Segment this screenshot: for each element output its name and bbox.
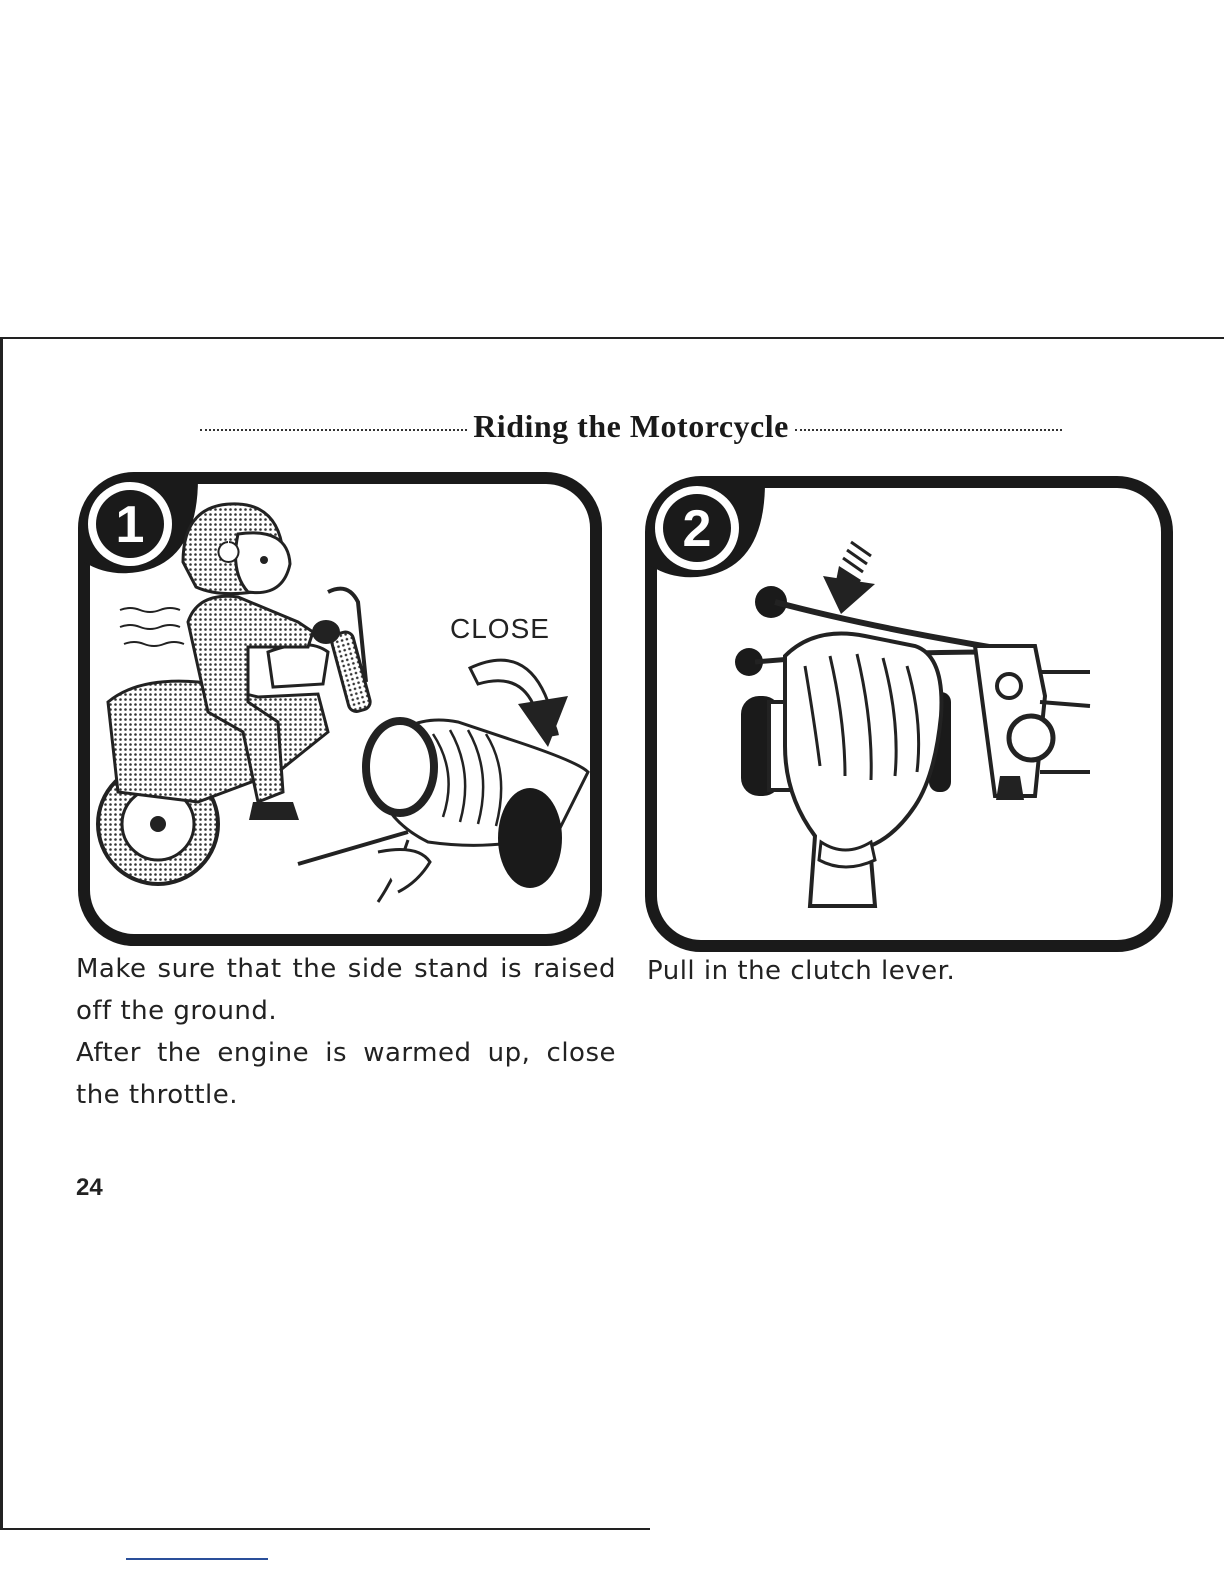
step-1-illustration	[78, 472, 602, 946]
header-leader-right	[795, 429, 1062, 431]
section-header	[200, 404, 1062, 448]
step-1-paragraph: Make sure that the side stand is raised off the ground.	[76, 954, 616, 1026]
step-1-number: 1	[115, 496, 145, 554]
step-1-description	[76, 948, 616, 1116]
fuel-tank	[268, 645, 328, 688]
footer-rule	[126, 1558, 268, 1560]
section-title: Riding the Motorcycle	[473, 407, 789, 444]
step-2-number: 2	[682, 500, 712, 558]
step-2-paragraph: Pull in the clutch lever.	[647, 956, 956, 986]
step-2-illustration	[645, 476, 1173, 952]
step-1-paragraph: After the engine is warmed up, close the throttle.	[76, 1038, 616, 1110]
page-top-rule	[0, 337, 1224, 339]
step-2-description	[647, 950, 1167, 992]
page-number: 24	[76, 1174, 103, 1201]
page-left-rule	[0, 338, 3, 1530]
close-label: CLOSE	[450, 613, 550, 644]
header-leader-left	[200, 429, 467, 431]
page-bottom-rule	[0, 1528, 650, 1530]
